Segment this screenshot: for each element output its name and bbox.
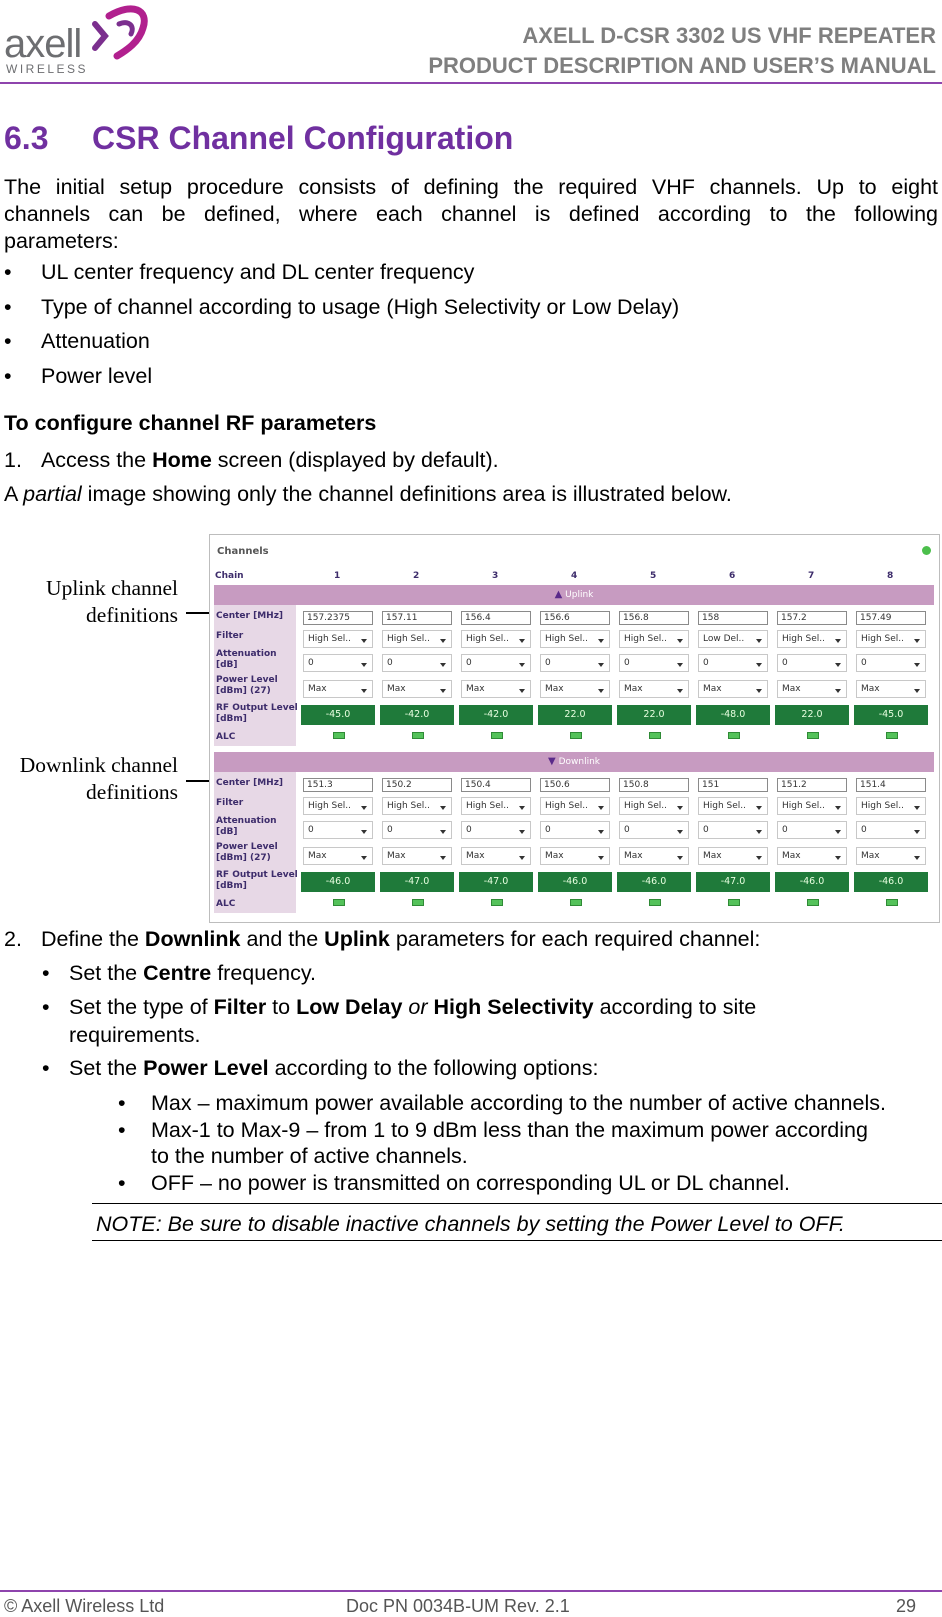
downlink-center-input-6[interactable]: 151 [698,778,768,792]
chain-number-1: 1 [334,571,341,581]
downlink-filter-label: Filter [216,798,244,808]
uplink-power-select-5[interactable]: Max [619,680,689,698]
chain-number-2: 2 [413,571,420,581]
procedure-heading: To configure channel RF parameters [4,411,377,435]
uplink-filter-label: Filter [216,631,244,641]
uplink-attenuation-select-7[interactable]: 0 [777,654,847,672]
downlink-alc-indicator-1 [333,899,345,906]
downlink-power-label: Power Level [216,842,278,852]
downlink-alc-indicator-5 [649,899,661,906]
chain-number-6: 6 [729,571,736,581]
downlink-rf-output-value-8: -46.0 [854,872,928,892]
uplink-center-input-1[interactable]: 157.2375 [303,611,373,625]
downlink-attenuation-select-4[interactable]: 0 [540,821,610,839]
uplink-filter-select-1[interactable]: High Sel.. [303,630,373,648]
uplink-rf-output-value-7: 22.0 [775,705,849,725]
uplink-alc-indicator-1 [333,732,345,739]
filter-type-bullet: • Set the type of Filter to Low Delay or High Selectivity according to site [42,995,757,1019]
note-top-rule [92,1203,942,1204]
option-max: • Max – maximum power available according to the number of active channels. [118,1091,886,1115]
downlink-filter-select-1[interactable]: High Sel.. [303,797,373,815]
downlink-alc-indicator-4 [570,899,582,906]
centre-bullet: • Set the Centre frequency. [42,961,316,985]
uplink-rf-output-value-4: 22.0 [538,705,612,725]
downlink-alc-indicator-6 [728,899,740,906]
uplink-center-input-4[interactable]: 156.6 [540,611,610,625]
uplink-rf-output-label: RF Output Level [216,703,298,713]
uplink-attenuation-select-5[interactable]: 0 [619,654,689,672]
uplink-alc-label: ALC [216,732,236,742]
uplink-callout-line [186,612,210,614]
uplink-power-select-4[interactable]: Max [540,680,610,698]
uplink-alc-indicator-5 [649,732,661,739]
note-bottom-rule [92,1240,942,1241]
downlink-attenuation-select-1[interactable]: 0 [303,821,373,839]
uplink-power-select-2[interactable]: Max [382,680,452,698]
step-2: 2. Define the Downlink and the Uplink parameters for each required channel: [4,927,761,951]
option-off: • OFF – no power is transmitted on corresponding UL or DL channel. [118,1171,790,1195]
downlink-alc-indicator-3 [491,899,503,906]
downlink-filter-select-3[interactable]: High Sel.. [461,797,531,815]
downlink-attenuation-select-7[interactable]: 0 [777,821,847,839]
uplink-filter-select-6[interactable]: Low Del.. [698,630,768,648]
uplink-attenuation-label: Attenuation [216,649,277,659]
downlink-center-input-7[interactable]: 151.2 [777,778,847,792]
status-led-icon [922,546,931,555]
downlink-attenuation-select-2[interactable]: 0 [382,821,452,839]
downlink-attenuation-label: Attenuation [216,816,277,826]
downlink-callout-line [186,780,210,782]
uplink-rf-output-value-1: -45.0 [301,705,375,725]
logo-swoosh-icon [89,2,154,60]
downlink-attenuation-select-6[interactable]: 0 [698,821,768,839]
param-bullet-3: • Attenuation [4,329,150,353]
downlink-power-select-6[interactable]: Max [698,847,768,865]
uplink-attenuation-select-4[interactable]: 0 [540,654,610,672]
downlink-filter-select-8[interactable]: High Sel.. [856,797,926,815]
chain-number-3: 3 [492,571,499,581]
uplink-center-input-3[interactable]: 156.4 [461,611,531,625]
uplink-filter-select-5[interactable]: High Sel.. [619,630,689,648]
downlink-band-label: Downlink [558,757,600,767]
uplink-filter-select-8[interactable]: High Sel.. [856,630,926,648]
downlink-alc-indicator-8 [886,899,898,906]
downlink-rf-output-value-7: -46.0 [775,872,849,892]
downlink-callout: Downlink channel definitions [19,753,178,804]
panel-title: Channels [217,546,269,557]
uplink-filter-select-2[interactable]: High Sel.. [382,630,452,648]
chain-number-7: 7 [808,571,815,581]
header-title-line2: PRODUCT DESCRIPTION AND USER’S MANUAL [428,53,936,78]
downlink-power-select-7[interactable]: Max [777,847,847,865]
downlink-attenuation-select-3[interactable]: 0 [461,821,531,839]
section-number: 6.3 [4,120,49,156]
downlink-filter-select-6[interactable]: High Sel.. [698,797,768,815]
option-max1-max9: • Max-1 to Max-9 – from 1 to 9 dBm less than the maximum power according [118,1118,868,1142]
step-1: 1. Access the Home screen (displayed by default). [4,448,499,472]
uplink-power-label: Power Level [216,675,278,685]
downlink-filter-select-7[interactable]: High Sel.. [777,797,847,815]
uplink-rf-output-unit: [dBm] [216,714,247,724]
logo-subtext: WIRELESS [6,62,89,76]
uplink-power-select-1[interactable]: Max [303,680,373,698]
downlink-center-input-5[interactable]: 150.8 [619,778,689,792]
downlink-power-select-1[interactable]: Max [303,847,373,865]
downlink-center-label: Center [MHz] [216,778,284,788]
downlink-rf-output-value-3: -47.0 [459,872,533,892]
downlink-alc-indicator-7 [807,899,819,906]
power-level-bullet: • Set the Power Level according to the following options: [42,1056,599,1080]
uplink-band [214,585,934,605]
downlink-rf-output-value-1: -46.0 [301,872,375,892]
uplink-center-input-8[interactable]: 157.49 [856,611,926,625]
uplink-band-label: Uplink [565,590,594,600]
section-title: CSR Channel Configuration [92,120,514,156]
footer-rule [0,1590,942,1592]
downlink-power-select-2[interactable]: Max [382,847,452,865]
uplink-filter-select-7[interactable]: High Sel.. [777,630,847,648]
uplink-power-select-3[interactable]: Max [461,680,531,698]
uplink-center-label: Center [MHz] [216,611,284,621]
option-max1-max9-line2: to the number of active channels. [151,1144,468,1168]
uplink-callout: Uplink channel definitions [46,576,178,627]
param-bullet-1: • UL center frequency and DL center frequency [4,260,475,284]
downlink-rf-output-value-5: -46.0 [617,872,691,892]
uplink-rf-output-value-2: -42.0 [380,705,454,725]
uplink-attenuation-select-8[interactable]: 0 [856,654,926,672]
downlink-attenuation-select-8[interactable]: 0 [856,821,926,839]
channels-panel-screenshot [209,534,940,923]
uplink-alc-indicator-8 [886,732,898,739]
uplink-attenuation-select-6[interactable]: 0 [698,654,768,672]
logo-wordmark: axell [4,22,82,66]
uplink-attenuation-select-3[interactable]: 0 [461,654,531,672]
intro-line-1: The initial setup procedure consists of defining the required VHF channels. Up to eight [4,175,938,199]
uplink-arrow-icon: ▲ [554,589,563,600]
footer-copyright: © Axell Wireless Ltd [4,1596,165,1616]
uplink-alc-indicator-7 [807,732,819,739]
uplink-power-select-8[interactable]: Max [856,680,926,698]
downlink-filter-select-2[interactable]: High Sel.. [382,797,452,815]
partial-image-note: A partial image showing only the channel definitions area is illustrated below. [4,482,732,506]
axell-wireless-logo [4,2,154,76]
uplink-alc-indicator-3 [491,732,503,739]
downlink-power-select-3[interactable]: Max [461,847,531,865]
downlink-power-select-5[interactable]: Max [619,847,689,865]
downlink-center-input-3[interactable]: 150.4 [461,778,531,792]
uplink-alc-indicator-2 [412,732,424,739]
uplink-attenuation-select-1[interactable]: 0 [303,654,373,672]
downlink-filter-select-4[interactable]: High Sel.. [540,797,610,815]
downlink-rf-output-value-2: -47.0 [380,872,454,892]
uplink-filter-select-3[interactable]: High Sel.. [461,630,531,648]
uplink-filter-select-4[interactable]: High Sel.. [540,630,610,648]
downlink-center-input-8[interactable]: 151.4 [856,778,926,792]
chain-label: Chain [215,571,244,581]
downlink-power-select-8[interactable]: Max [856,847,926,865]
uplink-center-input-7[interactable]: 157.2 [777,611,847,625]
chain-number-5: 5 [650,571,657,581]
downlink-arrow-icon: ▼ [548,756,556,767]
uplink-attenuation-select-2[interactable]: 0 [382,654,452,672]
param-bullet-4: • Power level [4,364,153,388]
uplink-rf-output-value-8: -45.0 [854,705,928,725]
uplink-power-unit: [dBm] (27) [216,686,271,696]
downlink-alc-indicator-2 [412,899,424,906]
uplink-power-select-7[interactable]: Max [777,680,847,698]
uplink-rf-output-value-5: 22.0 [617,705,691,725]
uplink-rf-output-value-6: -48.0 [696,705,770,725]
filter-type-bullet-line2: requirements. [69,1023,201,1047]
footer-page-number: 29 [896,1596,917,1616]
uplink-center-input-6[interactable]: 158 [698,611,768,625]
downlink-rf-output-value-6: -47.0 [696,872,770,892]
uplink-center-input-2[interactable]: 157.11 [382,611,452,625]
uplink-center-input-5[interactable]: 156.8 [619,611,689,625]
uplink-alc-indicator-4 [570,732,582,739]
downlink-alc-label: ALC [216,899,236,909]
chain-number-4: 4 [571,571,578,581]
downlink-band [214,752,934,772]
uplink-attenuation-unit: [dB] [216,660,238,670]
header-rule [0,82,942,84]
downlink-rf-output-unit: [dBm] [216,881,247,891]
downlink-center-input-1[interactable]: 151.3 [303,778,373,792]
downlink-attenuation-unit: [dB] [216,827,238,837]
section-heading [4,120,513,157]
intro-line-2: channels can be defined, where each channel is defined according to the following [4,202,938,226]
chain-number-8: 8 [887,571,894,581]
downlink-rf-output-value-4: -46.0 [538,872,612,892]
downlink-power-unit: [dBm] (27) [216,853,271,863]
note-text: NOTE: Be sure to disable inactive channels by setting the Power Level to OFF. [96,1212,845,1236]
uplink-power-select-6[interactable]: Max [698,680,768,698]
uplink-alc-indicator-6 [728,732,740,739]
header-title-line1: AXELL D-CSR 3302 US VHF REPEATER [522,23,936,48]
uplink-rf-output-value-3: -42.0 [459,705,533,725]
downlink-rf-output-label: RF Output Level [216,870,298,880]
param-bullet-2: • Type of channel according to usage (High Selectivity or Low Delay) [4,295,680,319]
footer-doc-number: Doc PN 0034B-UM Rev. 2.1 [346,1596,570,1616]
downlink-filter-select-5[interactable]: High Sel.. [619,797,689,815]
downlink-attenuation-select-5[interactable]: 0 [619,821,689,839]
downlink-center-input-4[interactable]: 150.6 [540,778,610,792]
downlink-power-select-4[interactable]: Max [540,847,610,865]
downlink-center-input-2[interactable]: 150.2 [382,778,452,792]
intro-line-3: parameters: [4,229,119,253]
